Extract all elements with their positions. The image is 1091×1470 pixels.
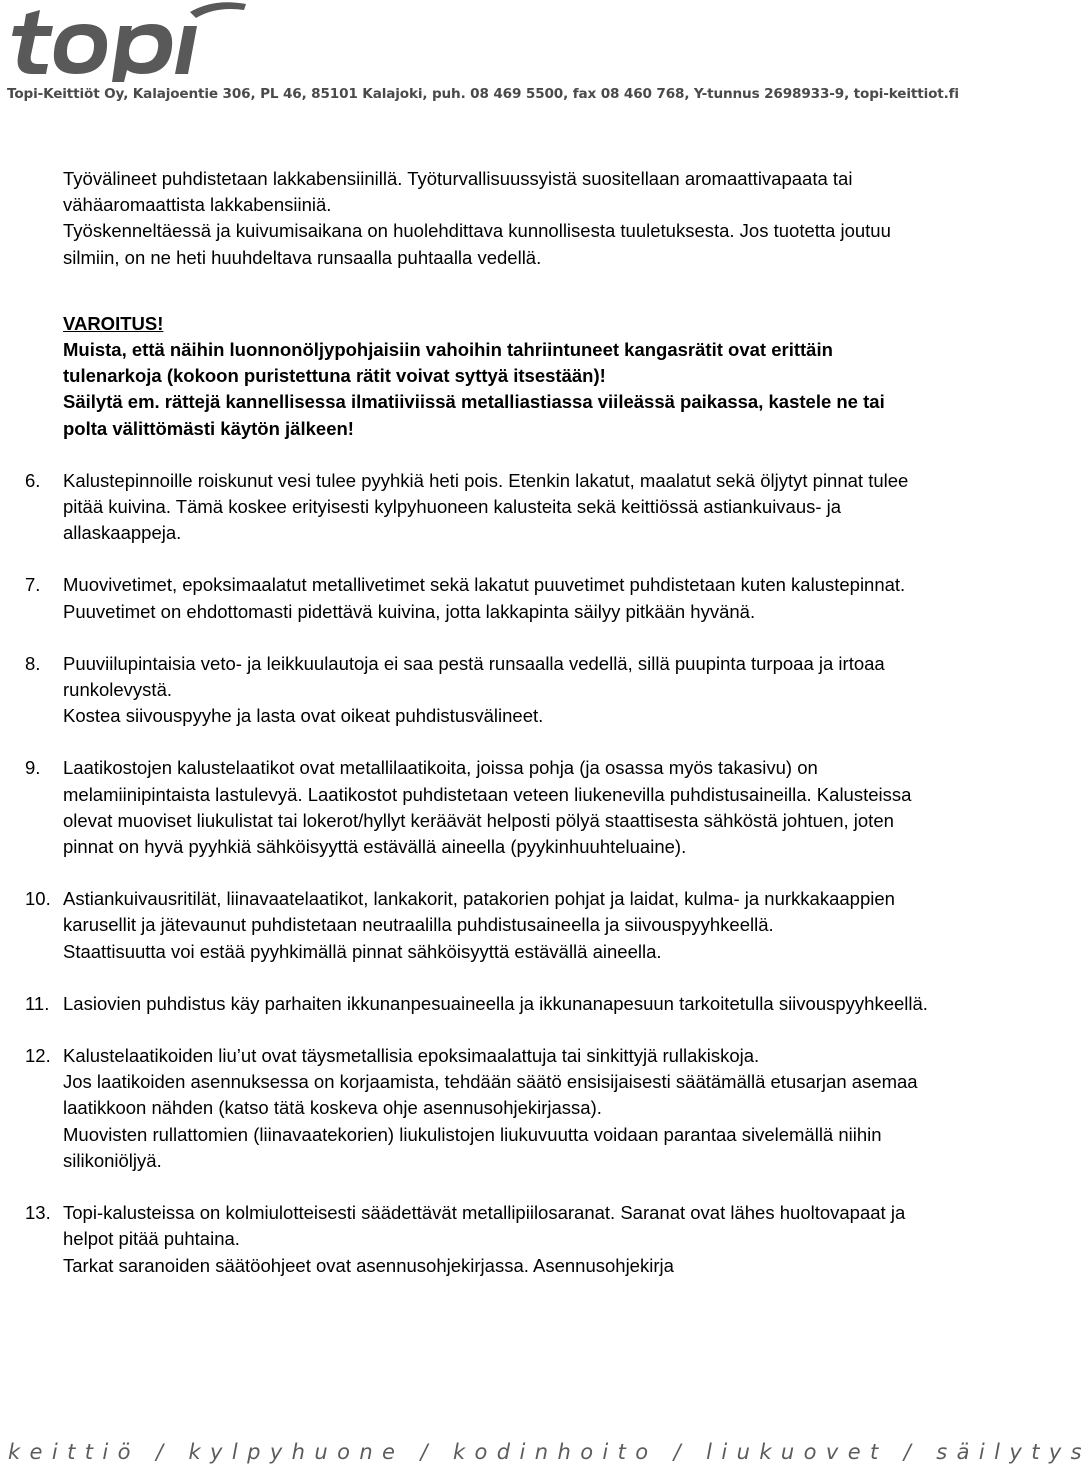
- intro-paragraph-2: Työskenneltäessä ja kuivumisaikana on huolehdittava kunnollisesta tuuletuksesta. Jos tuotetta joutuu silmiin, on ne heti huuhdeltava runsaalla puhtaalla vedellä.: [63, 220, 891, 268]
- document-body: [25, 166, 933, 1279]
- list-item: [25, 651, 933, 730]
- list-item-text: Kalustelaatikoiden liu’ut ovat täysmetallisia epoksimaalattuja tai sinkittyjä rullakiskoja.: [63, 1045, 760, 1067]
- list-item: [25, 572, 933, 624]
- list-item-text: Kalustepinnoille roiskunut vesi tulee pyyhkiä heti pois. Etenkin lakatut, maalatut sekä öljytyt pinnat tulee pitää kuivina. Tämä koskee erityisesti kylpyhuoneen kalusteita sekä keittiössä astiankuivaus- ja allaskaappeja.: [63, 469, 909, 544]
- list-item-text: Puuviilupintaisia veto- ja leikkuulautoja ei saa pestä runsaalla vedellä, sillä puupinta turpoaa ja irtoaa runkolevystä.: [63, 652, 885, 701]
- list-item: [25, 1200, 933, 1279]
- list-item: [25, 886, 933, 965]
- list-item-text: Puuvetimet on ehdottomasti pidettävä kuivina, jotta lakkapinta säilyy pitkään hyvänä.: [63, 600, 756, 622]
- list-item-number: 13.: [25, 1202, 51, 1224]
- topi-logo: [6, 0, 246, 82]
- warning-text-1: Muista, että näihin luonnonöljypohjaisiin vahoihin tahriintuneet kangasrätit ovat erittäin tulenarkoja (kokoon puristettuna rätit voivat syttyä itsestään)!: [63, 339, 833, 387]
- list-item: [25, 755, 933, 860]
- list-item: [25, 1043, 933, 1174]
- warning-text-2: Säilytä em. rättejä kannellisessa ilmatiiviissä metalliastiassa viileässä paikassa, kastele ne tai polta välittömästi käytön jälkeen!: [63, 391, 885, 439]
- list-item-text: Staattisuutta voi estää pyyhkimällä pinnat sähköisyyttä estävällä aineella.: [63, 940, 662, 962]
- list-item: [25, 468, 933, 547]
- list-item-number: 12.: [25, 1045, 51, 1067]
- footer-tagline: keittiö / kylpyhuone / kodinhoito / liukuovet / säilytys: [8, 1440, 1091, 1464]
- list-item-text: Laatikostojen kalustelaatikot ovat metallilaatikoita, joissa pohja (ja osassa myös takasivu) on melamiinipintaista lastulevyä. Laatikostot puhdistetaan veteen liukenevilla puhdistusaineilla. Kalusteissa olevat muoviset liukulistat tai lokerot/hyllyt keräävät helposti pölyä staattisesta sähköstä johtuen, joten pinnat on hyvä pyyhkiä sähköisyyttä estävällä aineella (pyykinhuuhteluaine).: [63, 757, 912, 858]
- list-item-text: Muovisten rullattomien (liinavaatekorien) liukulistojen liukuvuutta voidaan parantaa sivelemällä niihin silikoniöljyä.: [63, 1123, 882, 1171]
- list-item-number: 7.: [25, 574, 41, 596]
- list-item-text: Lasiovien puhdistus käy parhaiten ikkunanpesuaineella ja ikkunanapesuun tarkoitetulla siivouspyyhkeellä.: [63, 992, 928, 1014]
- list-item-text: Kostea siivouspyyhe ja lasta ovat oikeat puhdistusvälineet.: [63, 705, 544, 727]
- list-item-text: Astiankuivausritilät, liinavaatelaatikot, lankakorit, patakorien pohjat ja laidat, kulma- ja nurkkakaappien karusellit ja jätevaunut puhdistetaan neutraalilla puhdistusaineella ja siivouspyyhkeellä.: [63, 888, 895, 936]
- list-item: [25, 991, 933, 1017]
- list-item-text: Topi-kalusteissa on kolmiulotteisesti säädettävät metallipiilosaranat. Saranat ovat lähes huoltovapaat ja helpot pitää puhtaina.: [63, 1202, 906, 1250]
- company-address: Topi-Keittiöt Oy, Kalajoentie 306, PL 46, 85101 Kalajoki, puh. 08 469 5500, fax 08 460 768, Y-tunnus 2698933-9, topi-keittiot.fi: [7, 86, 959, 102]
- intro-paragraph-1: Työvälineet puhdistetaan lakkabensiinillä. Työturvallisuussyistä suositellaan aromaattivapaata tai vähäaromaattista lakkabensiiniä.: [63, 168, 853, 216]
- warning-title: VAROITUS!: [63, 312, 164, 334]
- list-item-text: Tarkat saranoiden säätöohjeet ovat asennusohjekirjassa. Asennusohjekirja: [63, 1254, 674, 1276]
- list-item-number: 9.: [25, 757, 41, 779]
- list-item-number: 10.: [25, 888, 51, 910]
- list-item-text: Jos laatikoiden asennuksessa on korjaamista, tehdään säätö ensisijaisesti säätämällä etusarjan asemaa laatikkoon nähden (katso tätä koskeva ohje asennusohjekirjassa).: [63, 1071, 918, 1119]
- list-item-number: 11.: [25, 992, 50, 1014]
- list-item-number: 8.: [25, 652, 41, 674]
- list-item-text: Muovivetimet, epoksimaalatut metallivetimet sekä lakatut puuvetimet puhdistetaan kuten kalustepinnat.: [63, 574, 906, 596]
- list-item-number: 6.: [25, 469, 41, 491]
